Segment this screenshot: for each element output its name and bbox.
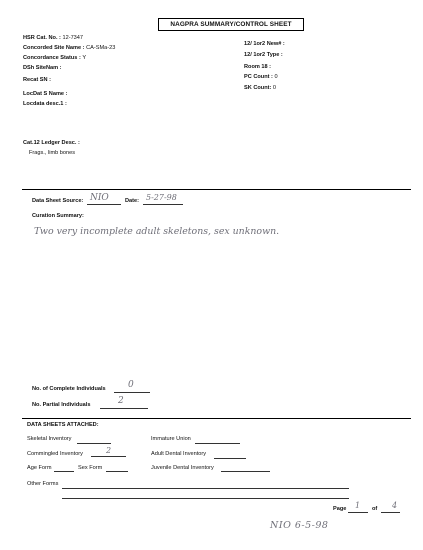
new-number-field: [244, 41, 285, 47]
page-current-underline: [348, 512, 368, 513]
concorded-site-name-field: [23, 45, 115, 51]
hsr-cat-no-field: [23, 35, 83, 41]
age-form-label: Age Form: [27, 465, 52, 471]
ledger-desc-label: Cat.12 Ledger Desc. :: [23, 140, 80, 146]
partial-individuals-label: No. Partial Individuals: [32, 402, 91, 408]
data-sheet-source-value: NIO: [90, 193, 109, 203]
data-sheet-source-label: Data Sheet Source:: [32, 198, 84, 204]
hsr-cat-no-value: 12-7347: [62, 35, 84, 41]
concorded-site-name-label: Concorded Site Name :: [23, 45, 85, 51]
other-forms-underline-2: [62, 498, 349, 499]
section-divider: [22, 189, 411, 190]
source-underline: [87, 204, 121, 205]
footer-note: NIO 6-5-98: [270, 520, 329, 531]
commingled-inventory-value: 2: [106, 446, 112, 455]
date-value: 5-27-98: [146, 193, 177, 202]
sk-count-value: 0: [272, 85, 277, 91]
room-18-label: Room 18 :: [244, 64, 272, 70]
immature-union-label: Immature Union: [151, 436, 191, 442]
complete-individuals-label: No. of Complete Individuals: [32, 386, 106, 392]
pc-count-value: 0: [274, 74, 278, 80]
concordance-status-value: Y: [82, 55, 87, 61]
ledger-desc-value: Frags., limb bones: [29, 150, 76, 156]
pc-count-label: PC Count :: [244, 74, 273, 80]
date-underline: [143, 204, 183, 205]
page-total-underline: [381, 512, 400, 513]
locdat-s-name-label: LocDat S Name :: [23, 91, 68, 97]
curation-summary-label: Curation Summary:: [32, 213, 84, 219]
sk-count-field: [244, 85, 276, 91]
commingled-inventory-underline: [91, 456, 126, 457]
age-form-underline: [54, 471, 74, 472]
dsh-sitenam-field: [23, 65, 62, 71]
complete-individuals-underline: [114, 392, 150, 393]
room-18-field: [244, 64, 271, 70]
pc-count-field: [244, 74, 278, 80]
complete-individuals-value: 0: [128, 380, 134, 390]
recat-sn-field: [23, 77, 51, 83]
page-of-label: of: [372, 506, 378, 512]
adult-dental-label: Adult Dental Inventory: [151, 451, 207, 457]
other-forms-label: Other Forms: [27, 481, 59, 487]
locdata-desc-label: Locdata desc.1 :: [23, 101, 67, 107]
partial-individuals-value: 2: [118, 396, 124, 406]
locdata-desc-field: [23, 101, 67, 107]
locdat-s-name-field: [23, 91, 67, 97]
new-number-label: 12/ 1or2 New# :: [244, 41, 285, 47]
concorded-site-name-value: CA-SMa-23: [86, 45, 116, 51]
attached-divider: [22, 418, 411, 419]
attached-heading: DATA SHEETS ATTACHED:: [27, 422, 99, 428]
page-label: Page: [333, 506, 347, 512]
concordance-status-label: Concordance Status :: [23, 55, 81, 61]
dsh-sitenam-label: DSh SiteNam :: [23, 65, 62, 71]
sex-form-label: Sex Form: [78, 465, 103, 471]
sk-count-label: SK Count:: [244, 85, 272, 91]
sex-form-underline: [106, 471, 128, 472]
skeletal-inventory-label: Skeletal Inventory: [27, 436, 72, 442]
recat-sn-label: Recat SN :: [23, 77, 51, 83]
type-field: [244, 52, 283, 58]
juvenile-dental-label: Juvenile Dental Inventory: [151, 465, 214, 471]
hsr-cat-no-label: HSR Cat. No. :: [23, 35, 61, 41]
type-label: 12/ 1or2 Type :: [244, 52, 283, 58]
immature-union-underline: [195, 443, 240, 444]
page-total: 4: [392, 501, 398, 510]
skeletal-inventory-underline: [77, 443, 111, 444]
partial-individuals-underline: [100, 408, 148, 409]
commingled-inventory-label: Commingled Inventory: [27, 451, 83, 457]
concordance-status-field: [23, 55, 86, 61]
adult-dental-underline: [214, 458, 246, 459]
date-label: Date:: [125, 198, 139, 204]
form-title: NAGPRA SUMMARY/CONTROL SHEET: [158, 18, 304, 31]
other-forms-underline: [62, 488, 349, 489]
curation-summary-text: Two very incomplete adult skeletons, sex unknown.: [34, 226, 280, 237]
juvenile-dental-underline: [221, 471, 270, 472]
page-current: 1: [355, 501, 361, 510]
